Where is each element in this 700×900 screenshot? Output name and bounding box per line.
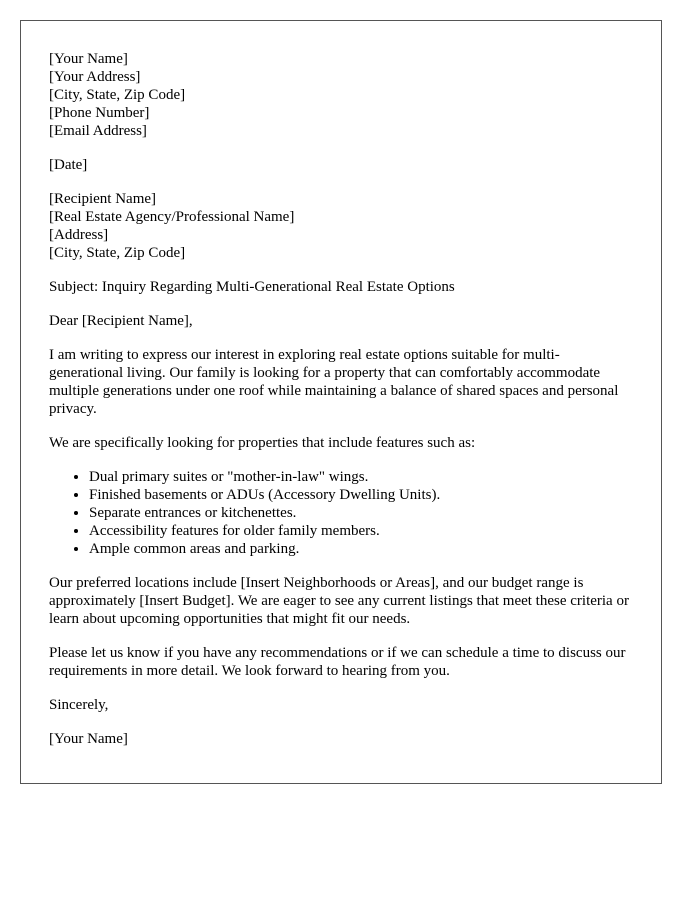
intro-paragraph: I am writing to express our interest in exploring real estate options suitable for multi-generational living. Our family is looking for a property that can comfortably accommodate multiple generations under one roof while maintaining a balance of shared spaces and personal privacy. bbox=[49, 347, 619, 417]
list-item: • Finished basements or ADUs (Accessory Dwelling Units). bbox=[89, 486, 633, 504]
letter bbox=[20, 20, 662, 784]
signature: [Your Name] bbox=[49, 731, 128, 747]
features-intro: We are specifically looking for properties that include features such as: bbox=[49, 435, 476, 451]
sender-address: [Your Address] bbox=[49, 69, 141, 85]
locations-paragraph: Our preferred locations include [Insert Neighborhoods or Areas], and our budget range is approximately [Insert Budget]. We are eager to see any current listings that meet these criteria or learn about upcoming opportunities that might fit our needs. bbox=[49, 575, 629, 627]
recipient-block bbox=[49, 190, 633, 262]
list-item: • Dual primary suites or "mother-in-law" wings. bbox=[89, 468, 633, 486]
closing-request-paragraph: Please let us know if you have any recommendations or if we can schedule a time to discuss our requirements in more detail. We look forward to hearing from you. bbox=[49, 645, 626, 679]
list-item: • Separate entrances or kitchenettes. bbox=[89, 504, 633, 522]
subject-line: Subject: Inquiry Regarding Multi-Generational Real Estate Options bbox=[49, 279, 455, 295]
features-list bbox=[49, 468, 633, 558]
date-block bbox=[49, 156, 633, 174]
sender-email: [Email Address] bbox=[49, 123, 147, 139]
salutation: Dear [Recipient Name], bbox=[49, 313, 193, 329]
recipient-city-state-zip: [City, State, Zip Code] bbox=[49, 245, 186, 261]
list-item: • Accessibility features for older family members. bbox=[89, 522, 633, 540]
recipient-agency: [Real Estate Agency/Professional Name] bbox=[49, 209, 295, 225]
letter-date: [Date] bbox=[49, 157, 88, 173]
recipient-name: [Recipient Name] bbox=[49, 191, 157, 207]
sender-name: [Your Name] bbox=[49, 51, 128, 67]
sender-phone: [Phone Number] bbox=[49, 105, 150, 121]
sender-block bbox=[49, 50, 633, 140]
recipient-address: [Address] bbox=[49, 227, 109, 243]
sender-city-state-zip: [City, State, Zip Code] bbox=[49, 87, 186, 103]
closing: Sincerely, bbox=[49, 697, 109, 713]
list-item: • Ample common areas and parking. bbox=[89, 540, 633, 558]
